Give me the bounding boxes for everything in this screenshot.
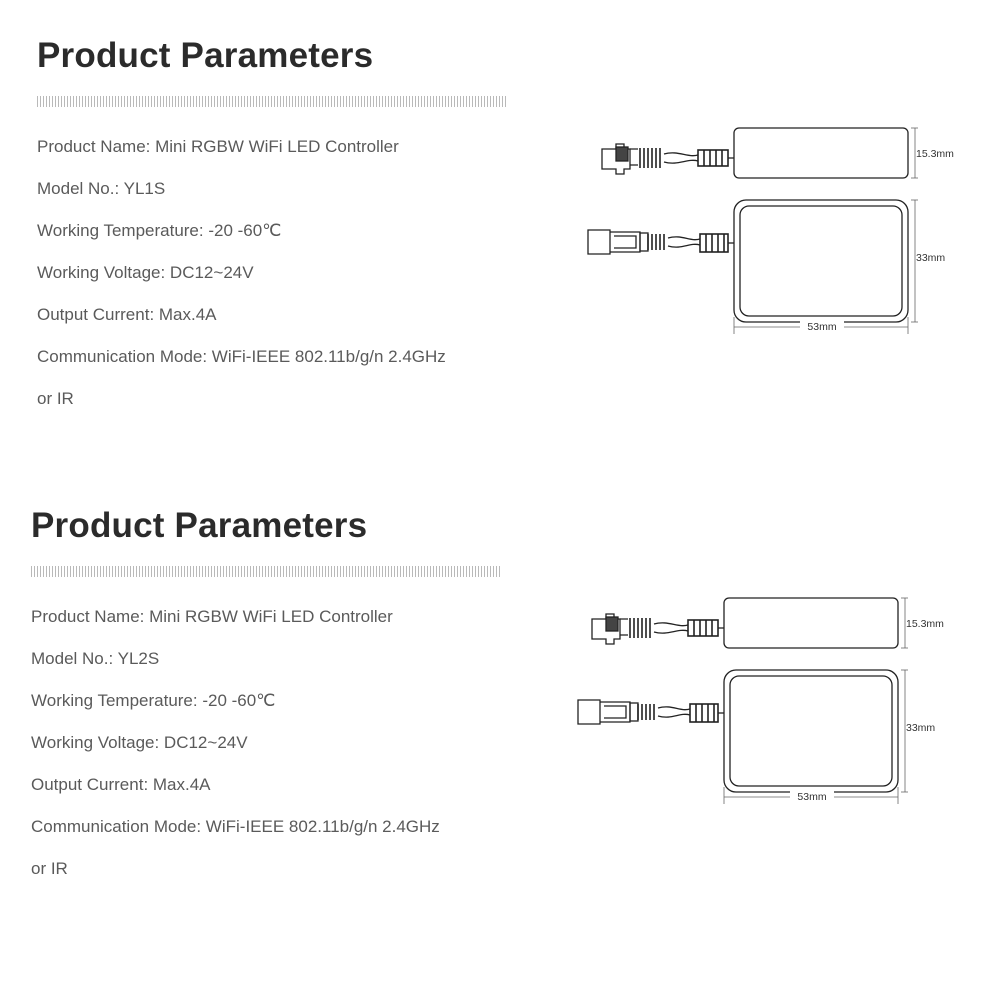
product-parameters-panel-1 <box>0 0 1000 470</box>
output-current-text: Output Current: Max.4A <box>37 305 217 324</box>
working-temperature-text: Working Temperature: -20 -60℃ <box>37 221 282 240</box>
title-divider <box>31 566 501 577</box>
width-dimension-label: 33mm <box>916 252 946 264</box>
communication-mode-text: Communication Mode: WiFi-IEEE 802.11b/g/n 2.4GHz <box>37 347 446 366</box>
model-number-text: Model No.: YL1S <box>37 179 166 198</box>
controller-body-top-outer <box>724 670 898 792</box>
controller-dimension-drawing <box>578 112 998 352</box>
section-title: Product Parameters <box>31 506 368 545</box>
communication-mode-continued-text: or IR <box>31 859 68 878</box>
controller-body-top-inner <box>730 676 892 786</box>
product-name-text: Product Name: Mini RGBW WiFi LED Controller <box>37 137 399 156</box>
length-dimension-label: 53mm <box>807 321 837 333</box>
dimension-lines <box>724 598 908 804</box>
working-temperature-text: Working Temperature: -20 -60℃ <box>31 691 276 710</box>
controller-body-side <box>724 598 898 648</box>
top-view-drawing <box>578 670 898 792</box>
output-current-text: Output Current: Max.4A <box>31 775 211 794</box>
width-dimension-label: 33mm <box>906 722 936 734</box>
controller-body-top-inner <box>740 206 902 316</box>
section-title: Product Parameters <box>37 36 374 75</box>
controller-dimension-drawing <box>568 582 988 822</box>
communication-mode-continued-text: or IR <box>37 389 74 408</box>
working-voltage-text: Working Voltage: DC12~24V <box>37 263 254 282</box>
length-dimension-label: 53mm <box>797 791 827 803</box>
height-dimension-label: 15.3mm <box>906 618 944 630</box>
top-view-drawing <box>588 200 908 322</box>
product-parameters-panel-2 <box>0 470 1000 940</box>
controller-body-top-outer <box>734 200 908 322</box>
title-divider <box>37 96 507 107</box>
controller-body-side <box>734 128 908 178</box>
side-view-drawing <box>602 128 908 178</box>
communication-mode-text: Communication Mode: WiFi-IEEE 802.11b/g/n 2.4GHz <box>31 817 440 836</box>
product-name-text: Product Name: Mini RGBW WiFi LED Controller <box>31 607 393 626</box>
dimension-lines <box>734 128 918 334</box>
model-number-text: Model No.: YL2S <box>31 649 160 668</box>
height-dimension-label: 15.3mm <box>916 148 954 160</box>
side-view-drawing <box>592 598 898 648</box>
working-voltage-text: Working Voltage: DC12~24V <box>31 733 248 752</box>
